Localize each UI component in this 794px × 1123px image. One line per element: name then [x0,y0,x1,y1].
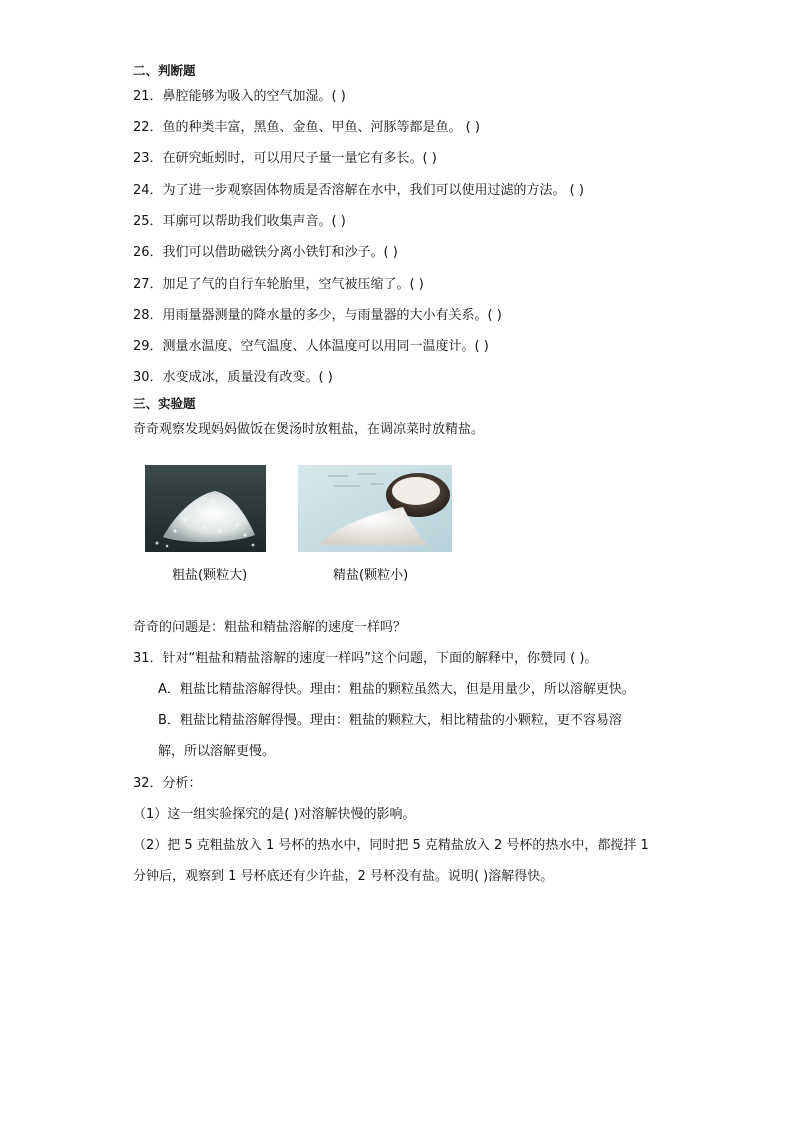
question-25: 25．耳廓可以帮助我们收集声音。( ) [133,214,346,229]
coarse-salt-caption: 粗盐(颗粒大) [172,568,248,583]
question-23: 23．在研究蚯蚓时，可以用尺子量一量它有多长。( ) [133,151,437,166]
experiment-intro: 奇奇观察发现妈妈做饭在煲汤时放粗盐，在调凉菜时放精盐。 [133,422,485,437]
question-31-option-b: B．粗盐比精盐溶解得慢。理由：粗盐的颗粒大，相比精盐的小颗粒，更不容易溶 [158,713,622,728]
question-30: 30．水变成冰，质量没有改变。( ) [133,370,333,385]
fine-salt-illustration [298,465,452,552]
question-32-part-2-cont: 分钟后，观察到 1 号杯底还有少许盐，2 号杯没有盐。说明( )溶解得快。 [133,869,554,884]
question-32-stem: 32．分析： [133,776,202,791]
question-31-stem: 31．针对“粗盐和精盐溶解的速度一样吗”这个问题，下面的解释中，你赞同 ( )。 [133,651,598,666]
question-27: 27．加足了气的自行车轮胎里，空气被压缩了。( ) [133,277,424,292]
section-2-title: 二、判断题 [133,63,196,78]
question-31-option-a: A．粗盐比精盐溶解得快。理由：粗盐的颗粒虽然大，但是用量少，所以溶解更快。 [158,682,635,697]
question-24: 24．为了进一步观察固体物质是否溶解在水中，我们可以使用过滤的方法。 ( ) [133,183,584,198]
question-21: 21．鼻腔能够为吸入的空气加湿。( ) [133,89,346,104]
question-31-option-b-cont: 解，所以溶解更慢。 [158,744,276,759]
coarse-salt-illustration [145,465,266,552]
question-29: 29．测量水温度、空气温度、人体温度可以用同一温度计。( ) [133,339,489,354]
question-32-part-1: （1）这一组实验探究的是( )对溶解快慢的影响。 [133,807,416,822]
section-3-title: 三、实验题 [133,396,196,411]
question-22: 22．鱼的种类丰富，黑鱼、金鱼、甲鱼、河豚等都是鱼。 ( ) [133,120,480,135]
question-26: 26．我们可以借助磁铁分离小铁钉和沙子。( ) [133,245,398,260]
coarse-salt-image [145,465,266,552]
fine-salt-image [298,465,452,552]
question-32-part-2: （2）把 5 克粗盐放入 1 号杯的热水中，同时把 5 克精盐放入 2 号杯的热水中，都搅拌 1 [133,838,649,853]
research-question: 奇奇的问题是：粗盐和精盐溶解的速度一样吗？ [133,620,407,635]
question-28: 28．用雨量器测量的降水量的多少，与雨量器的大小有关系。( ) [133,308,502,323]
fine-salt-caption: 精盐(颗粒小) [333,568,409,583]
